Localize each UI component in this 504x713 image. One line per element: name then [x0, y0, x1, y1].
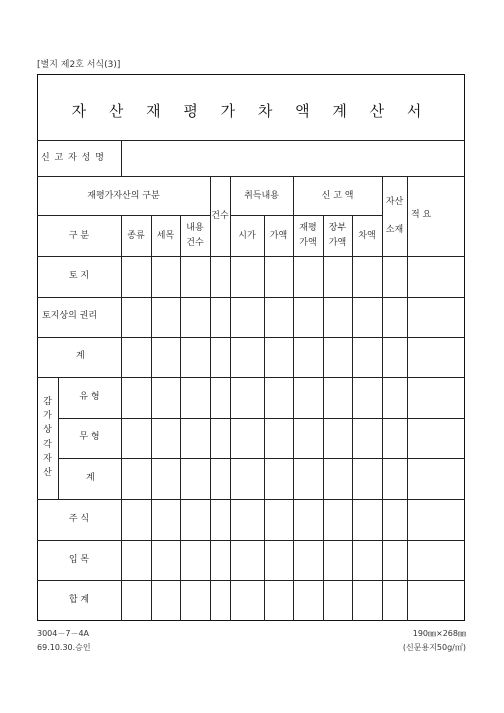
rule [37, 377, 465, 378]
row-depreciable-4: 각 [43, 440, 52, 450]
row-intangible: 무 형 [79, 432, 100, 442]
header-book-value-2: 가액 [328, 238, 347, 248]
rule [37, 140, 465, 141]
header-reval-value-1: 재평 [299, 223, 317, 233]
rule [121, 215, 122, 621]
header-remarks: 적 요 [411, 210, 432, 220]
row-dep-subtotal: 계 [86, 473, 95, 483]
header-value: 가액 [269, 231, 288, 241]
header-revaluation-group: 재평가자산의 구분 [87, 191, 160, 201]
header-location-1: 자산 [385, 197, 404, 207]
rule [58, 418, 465, 419]
row-depreciable-5: 자 [43, 454, 52, 464]
rule [382, 176, 383, 621]
rule [58, 458, 465, 459]
rule [37, 176, 465, 177]
header-location-2: 소재 [385, 225, 404, 235]
rule [121, 140, 122, 176]
filer-name-label: 신 고 자 성 명 [41, 153, 105, 163]
header-period: 시가 [238, 231, 256, 241]
footer-size: 190㎜×268㎜ [412, 629, 466, 638]
rule [407, 176, 408, 621]
row-subtotal: 계 [76, 351, 85, 361]
rule [352, 215, 353, 621]
footer-paper: (신문용지50g/㎡) [402, 643, 466, 652]
header-report-amount: 신 고 액 [321, 191, 354, 201]
footer-code: 3004－7－4A [37, 629, 90, 638]
header-book-value-1: 장부 [328, 223, 347, 233]
header-acquisition: 취득내용 [244, 191, 279, 201]
header-difference: 차액 [358, 231, 376, 241]
rule [230, 215, 382, 216]
rule [37, 580, 465, 581]
row-land-rights: 토지상의 권리 [42, 311, 98, 321]
row-tangible: 유 형 [79, 392, 100, 402]
rule [37, 337, 465, 338]
rule [37, 256, 465, 257]
rule [37, 540, 465, 541]
rule [37, 499, 465, 500]
rule [37, 297, 465, 298]
page-title: 자 산 재 평 가 차 액 계 산 서 [71, 102, 431, 120]
footer-approval: 69.10.30.승인 [37, 643, 91, 652]
header-content-count-1: 내용 [186, 223, 204, 233]
header-category: 구 분 [68, 231, 90, 241]
filer-name-field[interactable] [124, 142, 462, 174]
row-depreciable-3: 상 [43, 425, 52, 435]
row-standing-trees: 입 목 [68, 555, 90, 565]
header-content-count-2: 건수 [186, 238, 204, 248]
header-detail: 세목 [156, 231, 175, 241]
form-label: [별지 제2호 서식(3)] [37, 60, 121, 70]
rule [323, 215, 324, 621]
rule [210, 176, 211, 621]
row-depreciable-2: 가 [43, 411, 52, 421]
header-count: 건수 [211, 211, 229, 221]
row-depreciable-1: 감 [43, 397, 52, 407]
row-depreciable-6: 산 [43, 468, 52, 478]
row-total: 합 계 [68, 595, 90, 605]
header-reval-value-2: 가액 [299, 238, 317, 248]
rule [230, 176, 231, 621]
rule [264, 215, 265, 621]
row-land: 토 지 [68, 271, 90, 281]
rule [151, 215, 152, 621]
row-stock: 주 식 [68, 514, 90, 524]
header-type: 종류 [127, 231, 145, 241]
rule [37, 215, 210, 216]
rule [180, 215, 181, 621]
